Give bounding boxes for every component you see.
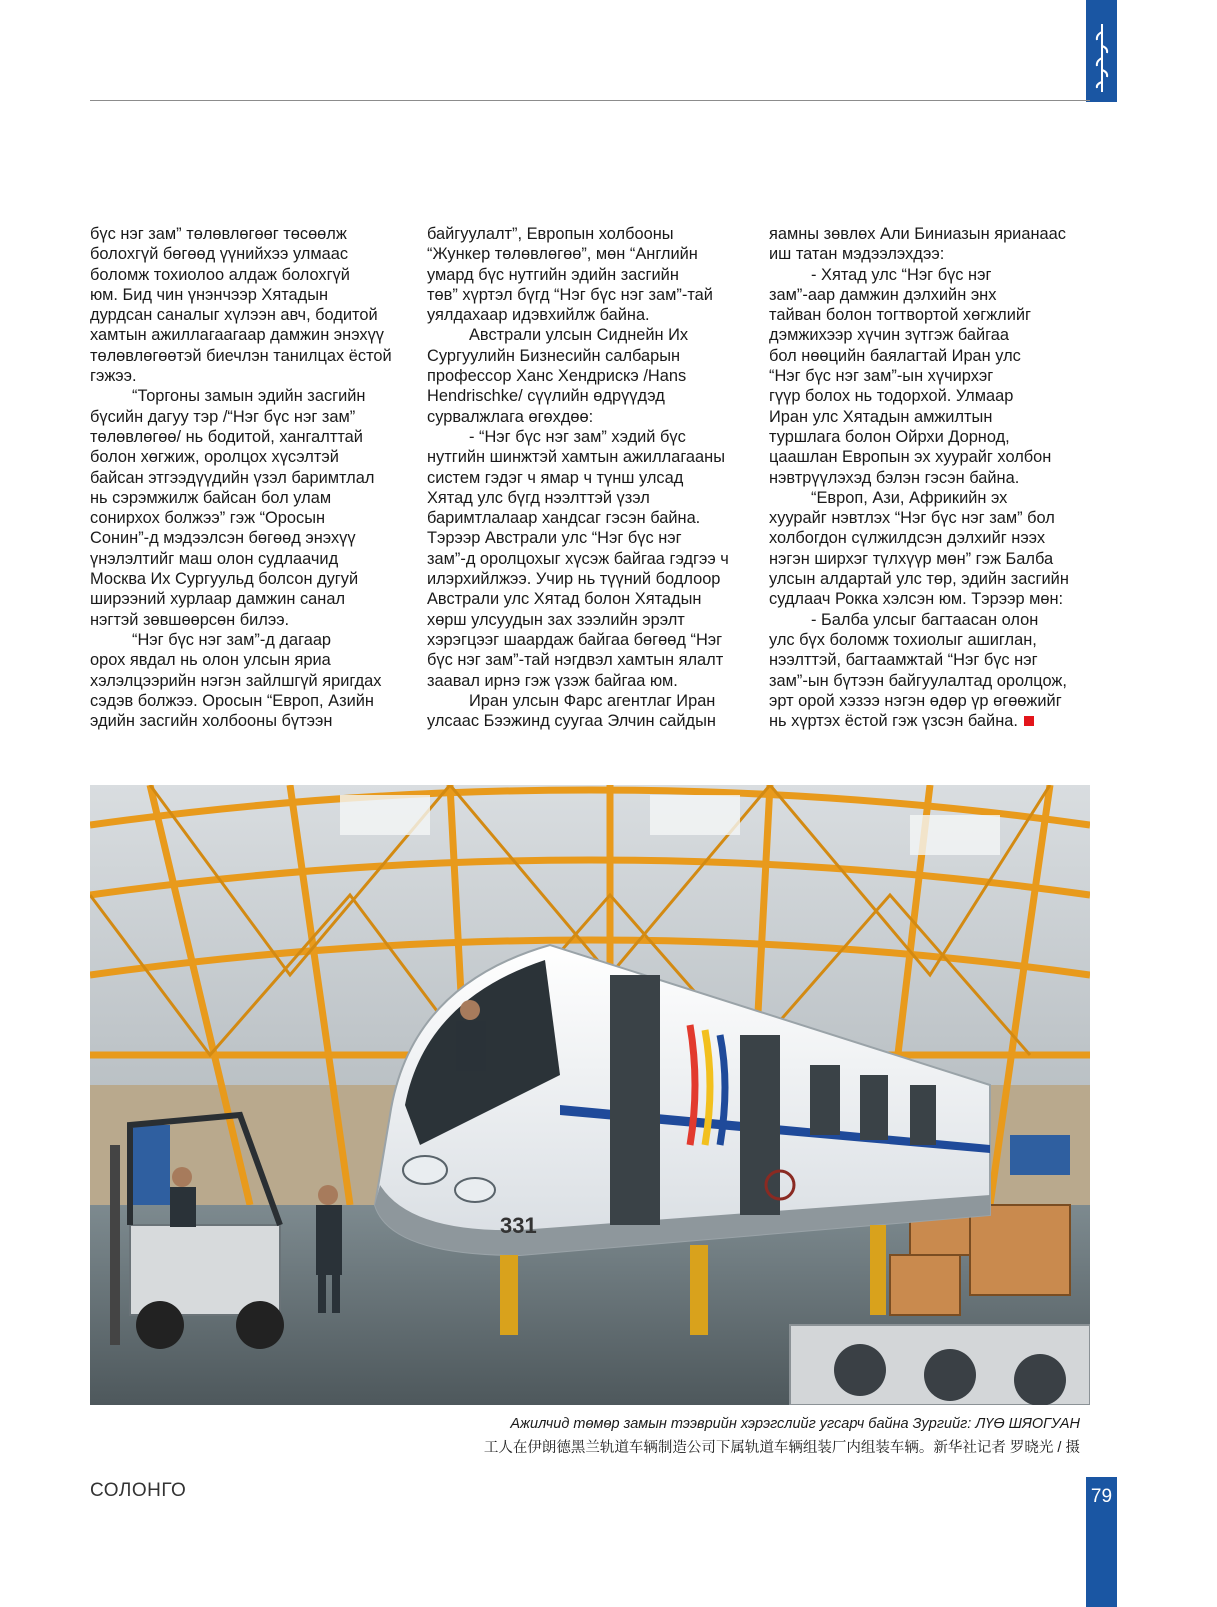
text-line: юм. Бид чин үнэнчээр Хятадын xyxy=(90,285,329,304)
text-line: төлөвлөгөө/ нь бодитой, хангалттай xyxy=(90,427,363,446)
text-line: зам”-аар дамжин дэлхийн энх xyxy=(769,285,997,304)
text-line: умард бүс нутгийн эдийн засгийн xyxy=(427,265,679,284)
text-line: сэдэв болжээ. Оросын “Европ, Азийн xyxy=(90,691,374,710)
text-line: “Нэг бүс нэг зам”-ын хүчирхэг xyxy=(769,367,994,386)
text-line: Сургуулийн Бизнесийн салбарын xyxy=(427,346,681,365)
text-line: сонирхох болжээ” гэж “Оросын xyxy=(90,509,326,528)
text-column-2 xyxy=(427,224,749,731)
text-line: Hendrischke/ сүүлийн өдрүүдэд xyxy=(427,387,665,406)
text-line: баримтлалаар хандсаг гэсэн байна. xyxy=(427,509,701,528)
text-line: нэгэн ширхэг түлхүүр мөн” гэж Балба xyxy=(769,549,1054,568)
text-line: судлаач Рокка хэлсэн юм. Тэрээр мөн: xyxy=(769,590,1064,609)
text-line: ширээний хурлаар дамжин санал xyxy=(90,590,346,609)
text-line: тайван болон тогтвортой хөгжлийг xyxy=(769,306,1032,325)
text-line: - “Нэг бүс нэг зам” хэдий бүс xyxy=(469,427,686,446)
text-line: Москва Их Сургуульд болсон дугуй xyxy=(90,570,359,589)
photo-caption-mongolian: Ажилчид төмөр замын тээврийн хэрэгслийг угсарч байна Зургийг: ЛҮӨ ШЯОГУАН xyxy=(510,1416,1080,1432)
text-line: - Хятад улс “Нэг бүс нэг xyxy=(811,265,992,284)
magazine-name: СОЛОНГО xyxy=(90,1480,187,1501)
text-line: бүс нэг зам”-тай нэгдвэл хамтын ялалт xyxy=(427,651,724,670)
text-line: гэжээ. xyxy=(90,367,137,386)
page-number: 79 xyxy=(1090,1486,1113,1507)
text-line: дэмжихээр хүчин зүтгэж байгаа xyxy=(769,326,1009,345)
text-line: боломж тохиолоо алдаж болохгүй xyxy=(90,265,350,284)
text-line: нь сэрэмжилж байсан бол улам xyxy=(90,488,332,507)
text-line: төв” хүртэл бүгд “Нэг бүс нэг зам”-тай xyxy=(427,285,713,304)
text-line: хамтын ажиллагаагаар дамжин энэхүү xyxy=(90,326,384,345)
text-line: Хятад улс бүгд нээлттэй үзэл xyxy=(427,488,650,507)
text-line: иш татан мэдээлэхдээ: xyxy=(769,245,945,264)
text-column-3 xyxy=(769,224,1091,731)
text-line: болон хөгжиж, оролцох хүсэлтэй xyxy=(90,448,339,467)
text-line: байсан этгээдүүдийн үзэл баримтлал xyxy=(90,468,375,487)
text-line: яамны зөвлөх Али Биниазын ярианаас xyxy=(769,225,1066,243)
text-line: цаашлан Европын эх хуурайг холбон xyxy=(769,448,1052,467)
train-number: 331 xyxy=(500,1213,537,1238)
text-line: уялдахаар идэвхийлж байна. xyxy=(427,306,650,325)
text-line: улсын алдартай улс төр, эдийн засгийн xyxy=(769,570,1069,589)
text-line: хуурайг нэвтлэх “Нэг бүс нэг зам” бол xyxy=(769,509,1055,528)
text-line: үнэлэлтийг маш олон судлаачид xyxy=(90,549,339,568)
end-of-article-mark xyxy=(1024,716,1034,726)
text-line: “Жункер төлөвлөгөө”, мөн “Английн xyxy=(427,245,698,264)
text-line: байгуулалт”, Европын холбооны xyxy=(427,225,674,243)
text-line: Австрали улс Хятад болон Хятадын xyxy=(427,590,702,609)
text-line: бүсийн дагуу тэр /“Нэг бүс нэг зам” xyxy=(90,407,356,426)
factory-photo xyxy=(90,785,1090,1405)
text-line: сурвалжлага өгөхдөө: xyxy=(427,407,594,426)
text-line: профессор Ханс Хендрискэ /Hans xyxy=(427,367,687,386)
text-line: туршлага болон Ойрхи Дорнод, xyxy=(769,427,1010,446)
text-line: нутгийн шинжтэй хамтын ажиллагааны xyxy=(427,448,726,467)
text-line: зам”-ын бүтээн байгуулалтад оролцож, xyxy=(769,671,1067,690)
text-line: төлөвлөгөөтэй биечлэн танилцах ёстой xyxy=(90,346,392,365)
text-line: гүүр болох нь тодорхой. Улмаар xyxy=(769,387,1014,406)
text-line: хэлэлцээрийн нэгэн зайлшгүй яригдах xyxy=(90,671,382,690)
text-line: заавал ирнэ гэж үзэж байгаа юм. xyxy=(427,671,678,690)
text-line: хэрэгцээг шаардаж байгаа бөгөөд “Нэг xyxy=(427,630,723,649)
text-line: илэрхийлжээ. Учир нь түүний бодлоор xyxy=(427,570,721,589)
text-column-1 xyxy=(90,224,412,731)
text-line: зам”-д оролцохыг хүсэж байгаа гэдгээ ч xyxy=(427,549,729,568)
text-line: нь хүртэх ёстой гэж үзсэн байна. xyxy=(769,711,1091,731)
text-line: “Европ, Ази, Африкийн эх xyxy=(811,488,1008,507)
text-line: дурдсан саналыг хүлээн авч, бодитой xyxy=(90,306,378,325)
text-line: орох явдал нь олон улсын яриа xyxy=(90,651,331,670)
text-line: болохгүй бөгөөд үүнийхээ улмаас xyxy=(90,245,349,264)
text-line: хөрш улсуудын зах зээлийн эрэлт xyxy=(427,610,685,629)
text-line: Иран улсын Фарс агентлаг Иран xyxy=(469,691,716,710)
text-line: нэгтэй зөвшөөрсөн билээ. xyxy=(90,610,290,629)
text-line: бол нөөцийн баялагтай Иран улс xyxy=(769,346,1021,365)
text-line: бүс нэг зам” төлөвлөгөөг төсөөлж xyxy=(90,225,347,243)
text-line: “Нэг бүс нэг зам”-д дагаар xyxy=(132,630,332,649)
text-line: эдийн засгийн холбооны бүтээн xyxy=(90,712,333,731)
text-line: нээлттэй, багтаамжтай “Нэг бүс нэг xyxy=(769,651,1038,670)
text-line: улс бүх боломж тохиолыг ашиглан, xyxy=(769,630,1037,649)
text-line: - Балба улсыг багтаасан олон xyxy=(811,610,1039,629)
header-rule xyxy=(90,100,1090,101)
photo-caption-chinese: 工人在伊朗德黑兰轨道车辆制造公司下属轨道车辆组装厂内组装车辆。新华社记者 罗晓光 / 摄 xyxy=(483,1440,1080,1456)
text-line: Австрали улсын Сиднейн Их xyxy=(469,326,689,345)
text-line: “Торгоны замын эдийн засгийн xyxy=(132,387,366,406)
text-line: систем гэдэг ч ямар ч түнш улсад xyxy=(427,468,684,487)
text-line: нэвтрүүлэхэд бэлэн гэсэн байна. xyxy=(769,468,1020,487)
text-line: холбогдон сүлжилдсэн дэлхийг нээх xyxy=(769,529,1046,548)
text-line: Иран улс Хятадын амжилтын xyxy=(769,407,993,426)
text-line: эрт орой хэзээ нэгэн өдөр үр өгөөжийг xyxy=(769,691,1062,710)
mongolian-script-icon xyxy=(1093,22,1111,94)
text-line: улсаас Бээжинд суугаа Элчин сайдын xyxy=(427,712,716,731)
text-line: Сонин”-д мэдээлсэн бөгөөд энэхүү xyxy=(90,529,356,548)
text-line: Тэрээр Австрали улс “Нэг бүс нэг xyxy=(427,529,682,548)
